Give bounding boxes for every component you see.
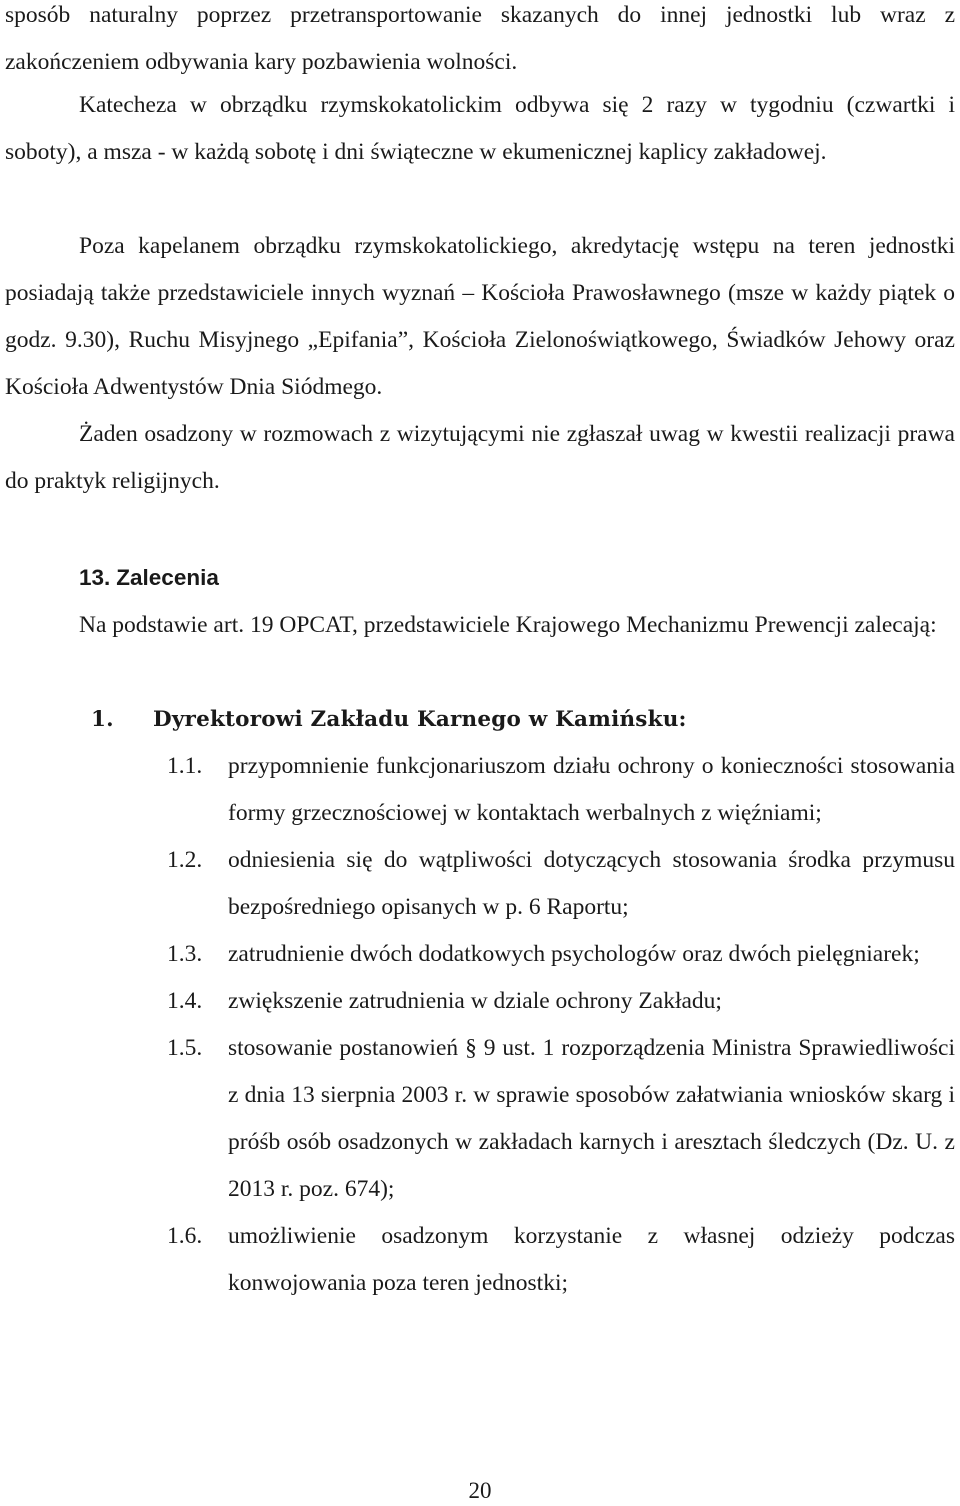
item-text: odniesienia się do wątpliwości dotyczących stosowania środka przymusu bezpośredniego opisanych w p. 6 Raportu; [228,847,955,920]
item-text: zwiększenie zatrudnienia w dziale ochrony Zakładu; [228,988,722,1014]
item-text: stosowanie postanowień § 9 ust. 1 rozporządzenia Ministra Sprawiedliwości z dnia 13 sierpnia 2003 r. w sprawie sposobów załatwiania wniosków skarg i próśb osób osadzonych w zakładach karnych i aresztach śledczych (Dz. U. z 2013 r. poz. 674); [228,1035,955,1202]
item-text: umożliwienie osadzonym korzystanie z własnej odzieży podczas konwojowania poza teren jednostki; [228,1223,955,1296]
section-number: 13. [79,565,111,590]
subsection-number: 1. [91,707,114,732]
item-text: przypomnienie funkcjonariuszom działu ochrony o konieczności stosowania formy grzecznościowej w kontaktach werbalnych z więźniami; [228,753,955,826]
item-number: 1.2. [167,847,203,873]
paragraph-catechesis: Katecheza w obrządku rzymskokatolickim odbywa się 2 razy w tygodniu (czwartki i soboty), a msza - w każdą sobotę i dni świąteczne w ekumenicznej kaplicy zakładowej. [5,92,955,165]
subsection-title: Dyrektorowi Zakładu Karnego w Kamińsku: [153,707,687,732]
recommendation-list [167,743,955,1307]
item-number: 1.5. [167,1035,203,1061]
list-item [167,1025,955,1213]
paragraph-opcat-intro: Na podstawie art. 19 OPCAT, przedstawiciele Krajowego Mechanizmu Prewencji zalecają: [79,612,937,638]
paragraph-transfer-note: sposób naturalny poprzez przetransportowanie skazanych do innej jednostki lub wraz z zakończeniem odbywania kary pozbawienia wolności. [5,2,955,75]
page-number: 20 [468,1478,492,1503]
paragraph-other-denominations: Poza kapelanem obrządku rzymskokatolickiego, akredytację wstępu na teren jednostki posiadają także przedstawiciele innych wyznań – Kościoła Prawosławnego (msze w każdy piątek o godz. 9.30), Ruchu Misyjnego „Epifania”, Kościoła Zielonoświątkowego, Świadków Jehowy oraz Kościoła Adwentystów Dnia Siódmego. [5,233,955,400]
list-item [167,931,955,978]
section-title: Zalecenia [116,565,219,590]
list-item [167,978,955,1025]
item-number: 1.3. [167,941,203,967]
list-item [167,837,955,931]
subsection-heading-director [91,700,687,740]
list-item [167,1213,955,1307]
item-number: 1.4. [167,988,203,1014]
item-number: 1.1. [167,753,203,779]
paragraph-no-complaints: Żaden osadzony w rozmowach z wizytującymi nie zgłaszał uwag w kwestii realizacji prawa do praktyk religijnych. [5,421,955,494]
item-text: zatrudnienie dwóch dodatkowych psychologów oraz dwóch pielęgniarek; [228,941,920,967]
section-heading-recommendations [79,558,219,598]
list-item [167,743,955,837]
item-number: 1.6. [167,1223,203,1249]
